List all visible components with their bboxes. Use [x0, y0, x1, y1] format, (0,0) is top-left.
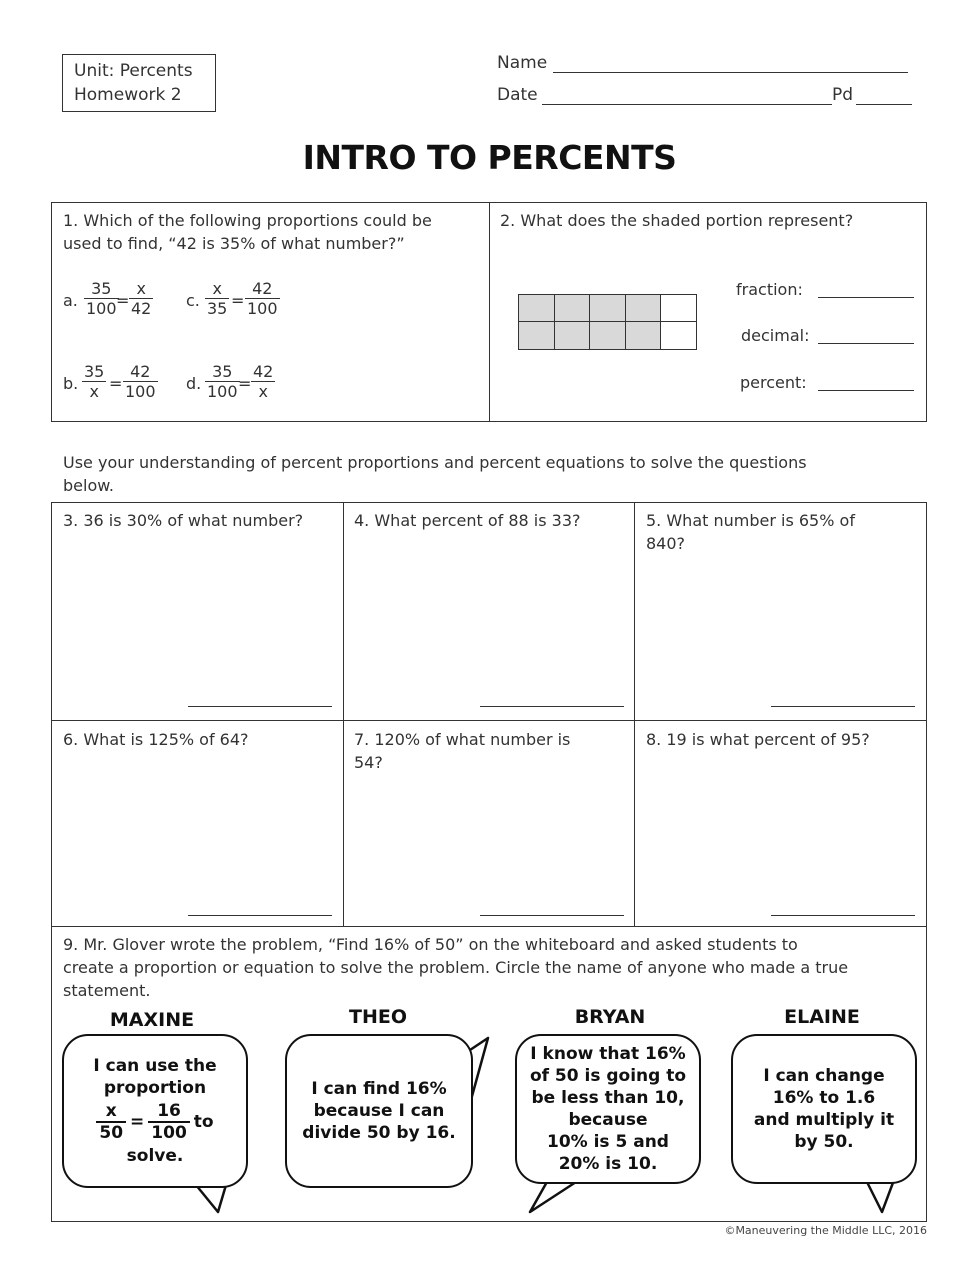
- q1-option-b-label[interactable]: b.: [63, 374, 79, 393]
- numerator: 42: [253, 362, 274, 381]
- percent-label: percent:: [740, 373, 807, 392]
- q9-line2: create a proportion or equation to solve the problem. Circle the name of anyone who made a true: [63, 958, 849, 977]
- numerator: 16: [148, 1101, 190, 1123]
- equals-sign: =: [109, 374, 123, 393]
- bryan-speech-bubble: [515, 1034, 701, 1184]
- denominator: 35: [207, 299, 228, 318]
- denominator: 100: [125, 382, 156, 401]
- elaine-line3: and multiply it: [753, 1110, 895, 1130]
- numerator: x: [129, 279, 153, 299]
- homework-label: Homework 2: [74, 85, 182, 105]
- equals-sign: =: [130, 1112, 145, 1132]
- q2-prompt: 2. What does the shaded portion represent?: [500, 211, 854, 230]
- elaine-line2: 16% to 1.6: [772, 1088, 876, 1108]
- denominator: 100: [86, 299, 117, 318]
- shaded-grid-cell: [589, 321, 626, 350]
- denominator: x: [258, 382, 268, 401]
- student-name-maxine[interactable]: MAXINE: [109, 1009, 195, 1031]
- shaded-grid-cell: [589, 294, 626, 323]
- maxine-fraction-left: [96, 1101, 126, 1143]
- theo-line2: because I can: [313, 1101, 445, 1121]
- denominator: 100: [151, 1123, 187, 1143]
- problem-5-line1: 5. What number is 65% of: [646, 511, 855, 530]
- shaded-grid-cell: [554, 294, 591, 323]
- student-name-theo[interactable]: THEO: [349, 1006, 407, 1028]
- numerator: 35: [205, 362, 240, 382]
- grid-cell: [660, 294, 697, 323]
- denominator: 42: [131, 299, 152, 318]
- date-label: Date: [497, 85, 538, 105]
- numerator: 35: [84, 362, 105, 381]
- maxine-line4: solve.: [126, 1146, 184, 1166]
- equals-sign: =: [231, 291, 245, 310]
- student-name-bryan[interactable]: BRYAN: [574, 1006, 646, 1028]
- numerator: 42: [123, 362, 158, 382]
- q1-option-a-label[interactable]: a.: [63, 291, 78, 310]
- name-label: Name: [497, 53, 548, 73]
- problem-3: 3. 36 is 30% of what number?: [63, 511, 304, 530]
- copyright: ©Maneuvering the Middle LLC, 2016: [724, 1224, 927, 1237]
- problem-6: 6. What is 125% of 64?: [63, 730, 249, 749]
- numerator: 42: [245, 279, 280, 299]
- instructions-line1: Use your understanding of percent proportions and percent equations to solve the questions: [63, 453, 807, 472]
- bryan-line6: 20% is 10.: [558, 1154, 658, 1174]
- grid-cell: [660, 321, 697, 350]
- elaine-line4: by 50.: [794, 1132, 854, 1152]
- maxine-line1: I can use the: [93, 1056, 217, 1076]
- fraction-label: fraction:: [736, 280, 803, 299]
- problem-7-line2: 54?: [354, 753, 383, 772]
- maxine-speech-bubble: [62, 1034, 248, 1188]
- problem-7-line1: 7. 120% of what number is: [354, 730, 571, 749]
- elaine-speech-bubble: [731, 1034, 917, 1184]
- shaded-grid-cell: [625, 294, 662, 323]
- student-name-elaine[interactable]: ELAINE: [784, 1006, 860, 1028]
- decimal-label: decimal:: [741, 326, 810, 345]
- problem-8: 8. 19 is what percent of 95?: [646, 730, 870, 749]
- bryan-line2: of 50 is going to: [529, 1066, 687, 1086]
- problem-4: 4. What percent of 88 is 33?: [354, 511, 581, 530]
- denominator: 50: [99, 1123, 124, 1143]
- problem-5-line2: 840?: [646, 534, 686, 553]
- q1-prompt-line1: 1. Which of the following proportions could be: [63, 211, 432, 230]
- instructions-line2: below.: [63, 476, 114, 495]
- maxine-fraction-right: [148, 1101, 190, 1143]
- denominator: 100: [207, 382, 238, 401]
- q1-option-c-label[interactable]: c.: [186, 291, 200, 310]
- bryan-line3: be less than 10,: [531, 1088, 685, 1108]
- bryan-line4: because: [568, 1110, 648, 1130]
- denominator: 100: [247, 299, 278, 318]
- elaine-bubble-tail: [866, 1180, 894, 1212]
- theo-line3: divide 50 by 16.: [302, 1123, 456, 1143]
- equals-sign: =: [238, 374, 252, 393]
- maxine-proportion: [93, 1101, 216, 1143]
- maxine-to: to: [193, 1112, 214, 1132]
- page-title: INTRO TO PERCENTS: [302, 138, 677, 177]
- theo-speech-bubble: [285, 1034, 473, 1188]
- q1-option-d-label[interactable]: d.: [186, 374, 202, 393]
- shaded-grid-cell: [625, 321, 662, 350]
- numerator: x: [96, 1101, 126, 1123]
- bryan-bubble-tail: [530, 1180, 576, 1212]
- numerator: x: [205, 279, 229, 299]
- theo-line1: I can find 16%: [311, 1079, 447, 1099]
- shaded-grid-cell: [518, 321, 555, 350]
- shaded-grid-cell: [554, 321, 591, 350]
- shaded-grid-cell: [518, 294, 555, 323]
- q1-prompt-line2: used to find, “42 is 35% of what number?”: [63, 234, 405, 253]
- equals-sign: =: [116, 291, 130, 310]
- denominator: x: [89, 382, 99, 401]
- elaine-line1: I can change: [763, 1066, 885, 1086]
- bryan-line1: I know that 16%: [530, 1044, 686, 1064]
- bryan-line5: 10% is 5 and: [547, 1132, 669, 1152]
- q9-line1: 9. Mr. Glover wrote the problem, “Find 16% of 50” on the whiteboard and asked students to: [63, 935, 798, 954]
- q9-line3: statement.: [63, 981, 151, 1000]
- period-label: Pd: [832, 85, 854, 105]
- unit-label: Unit: Percents: [74, 61, 193, 81]
- numerator: 35: [84, 279, 119, 299]
- maxine-bubble-tail: [196, 1185, 226, 1212]
- maxine-line2: proportion: [103, 1078, 207, 1098]
